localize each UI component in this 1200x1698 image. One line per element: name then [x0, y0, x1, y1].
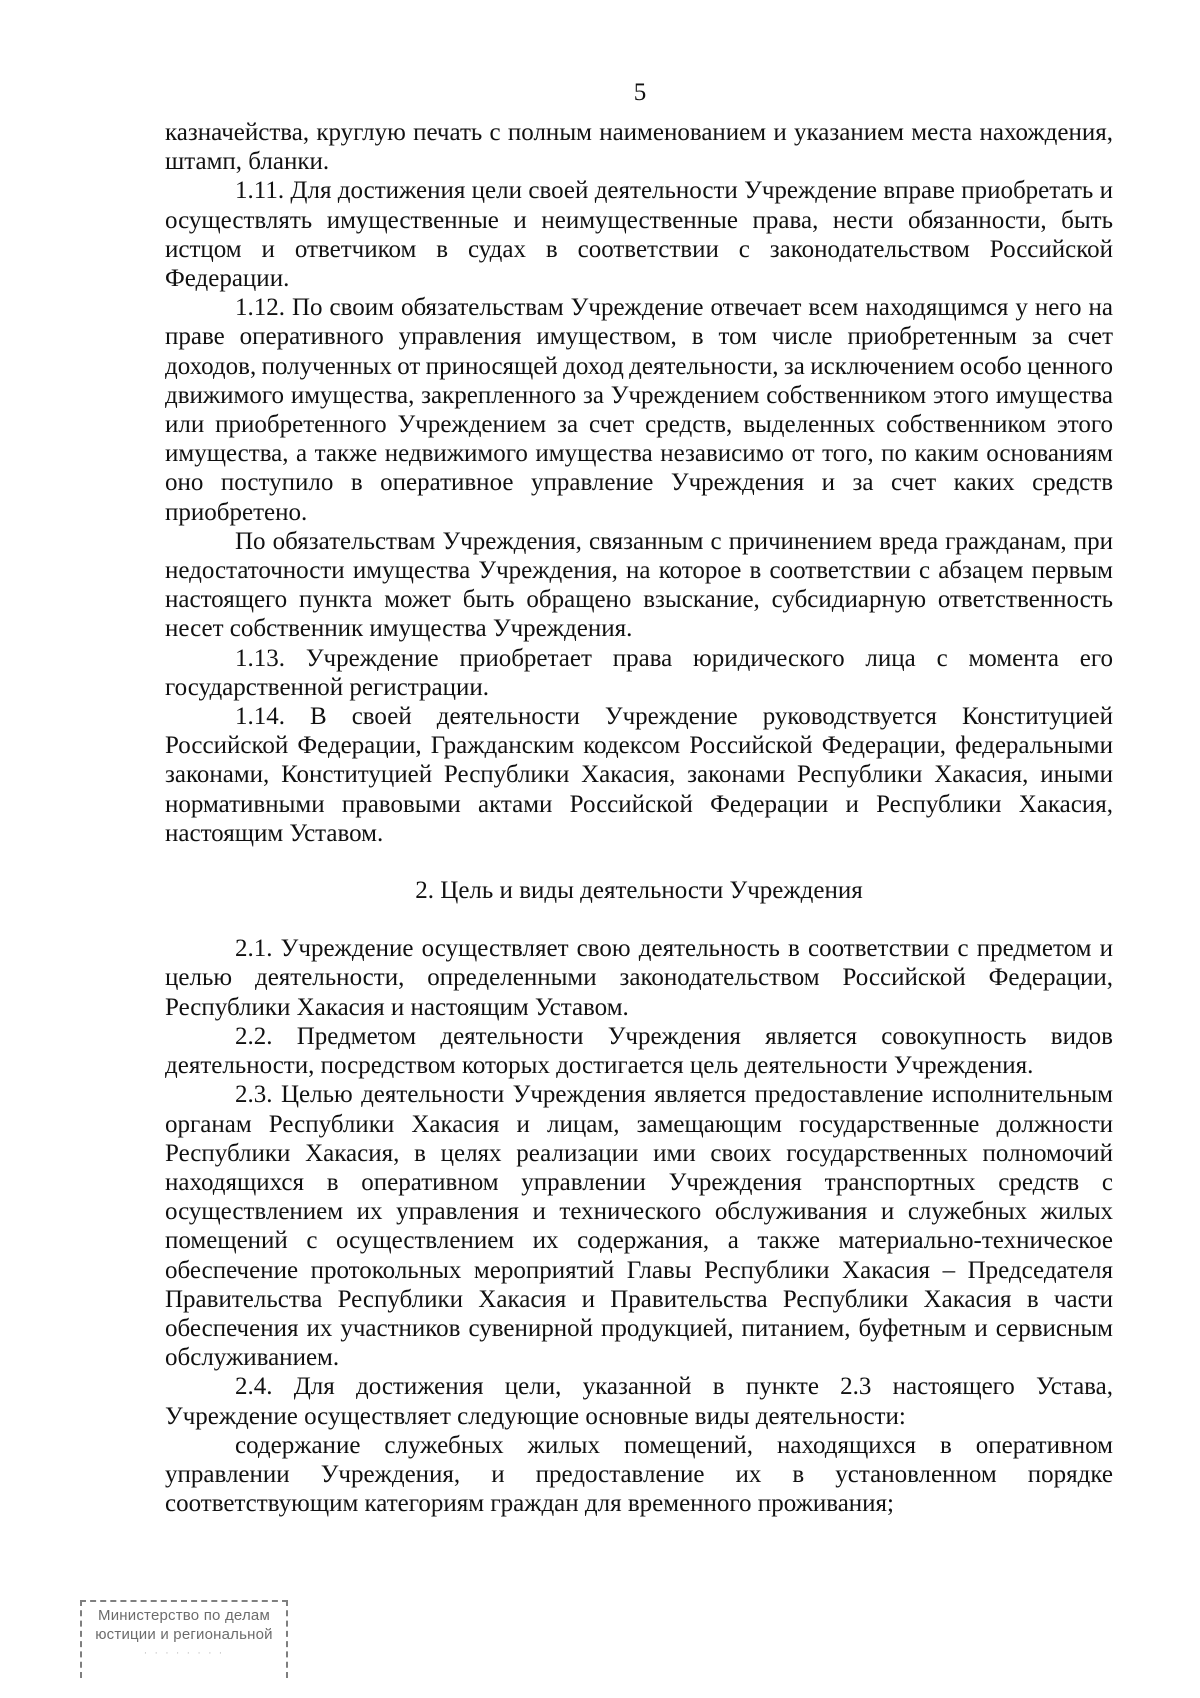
paragraph-2-3: 2.3. Целью деятельности Учреждения является предоставление исполнительным органам Республики Хакасия и лицам, замещающим государственные должности Республики Хакасия, в целях реализации ими своих государственных полномочий находящихся в оперативном управлении Учреждения транспортных средств с осуществлением их управления и технического обслуживания и служебных жилых помещений с осуществлением их содержания, а также материально-техническое обеспечение протокольных мероприятий Главы Республики Хакасия – Председателя Правительства Республики Хакасия и Правительства Республики Хакасия в части обеспечения их участников сувенирной продукцией, питанием, буфетным и сервисным обслуживанием. — [165, 1081, 1113, 1372]
stamp-line-3: · · · · · · · · — [143, 1647, 225, 1659]
paragraph-2-4: 2.4. Для достижения цели, указанной в пункте 2.3 настоящего Устава, Учреждение осуществляет следующие основные виды деятельности: — [165, 1373, 1113, 1430]
paragraph-2-4-item: содержание служебных жилых помещений, находящихся в оперативном управлении Учреждения, и предоставление их в установленном порядке соответствующим категориям граждан для временного проживания; — [165, 1431, 1113, 1518]
paragraph-continuation: казначейства, круглую печать с полным наименованием и указанием места нахождения, штамп, бланки. — [165, 119, 1113, 176]
paragraph-1-12-liability: По обязательствам Учреждения, связанным с причинением вреда гражданам, при недостаточности имущества Учреждения, на которое в соответствии с абзацем первым настоящего пункта может быть обращено взыскание, субсидиарную ответственность несет собственник имущества Учреждения. — [165, 527, 1113, 643]
stamp-line-2: юстиции и региональной — [95, 1626, 273, 1643]
registration-stamp — [80, 1600, 288, 1678]
paragraph-2-1: 2.1. Учреждение осуществляет свою деятельность в соответствии с предметом и целью деятельности, определенными законодательством Российской Федерации, Республики Хакасия и настоящим Уставом. — [165, 935, 1113, 1021]
paragraph-1-11: 1.11. Для достижения цели своей деятельности Учреждение вправе приобретать и осуществлять имущественные и неимущественные права, нести обязанности, быть истцом и ответчиком в судах в соответствии с законодательством Российской Федерации. — [165, 177, 1113, 293]
section-heading: 2. Цель и виды деятельности Учреждения — [415, 877, 863, 905]
paragraph-1-14: 1.14. В своей деятельности Учреждение руководствуется Конституцией Российской Федерации, Гражданским кодексом Российской Федерации, федеральными законами, Конституцией Республики Хакасия, законами Республики Хакасия, иными нормативными правовыми актами Российской Федерации и Республики Хакасия, настоящим Уставом. — [165, 703, 1113, 847]
document-body — [165, 118, 1113, 1518]
paragraph-2-2: 2.2. Предметом деятельности Учреждения является совокупность видов деятельности, посредством которых достигается цель деятельности Учреждения. — [165, 1022, 1113, 1080]
paragraph-1-12: 1.12. По своим обязательствам Учреждение отвечает всем находящимся у него на праве оперативного управления имуществом, в том числе приобретенным за счет доходов, полученных от приносящей доход деятельности, за исключением особо ценного движимого имущества, закрепленного за Учреждением собственником этого имущества или приобретенного Учреждением за счет средств, выделенных собственником этого имущества, а также недвижимого имущества независимо от того, по каким основаниям оно поступило в оперативное управление Учреждения и за счет каких средств приобретено. — [165, 294, 1113, 526]
stamp-line-1: Министерство по делам — [98, 1607, 270, 1624]
paragraph-1-13: 1.13. Учреждение приобретает права юридического лица с момента его государственной регистрации. — [165, 644, 1113, 701]
page-number: 5 — [633, 79, 647, 106]
